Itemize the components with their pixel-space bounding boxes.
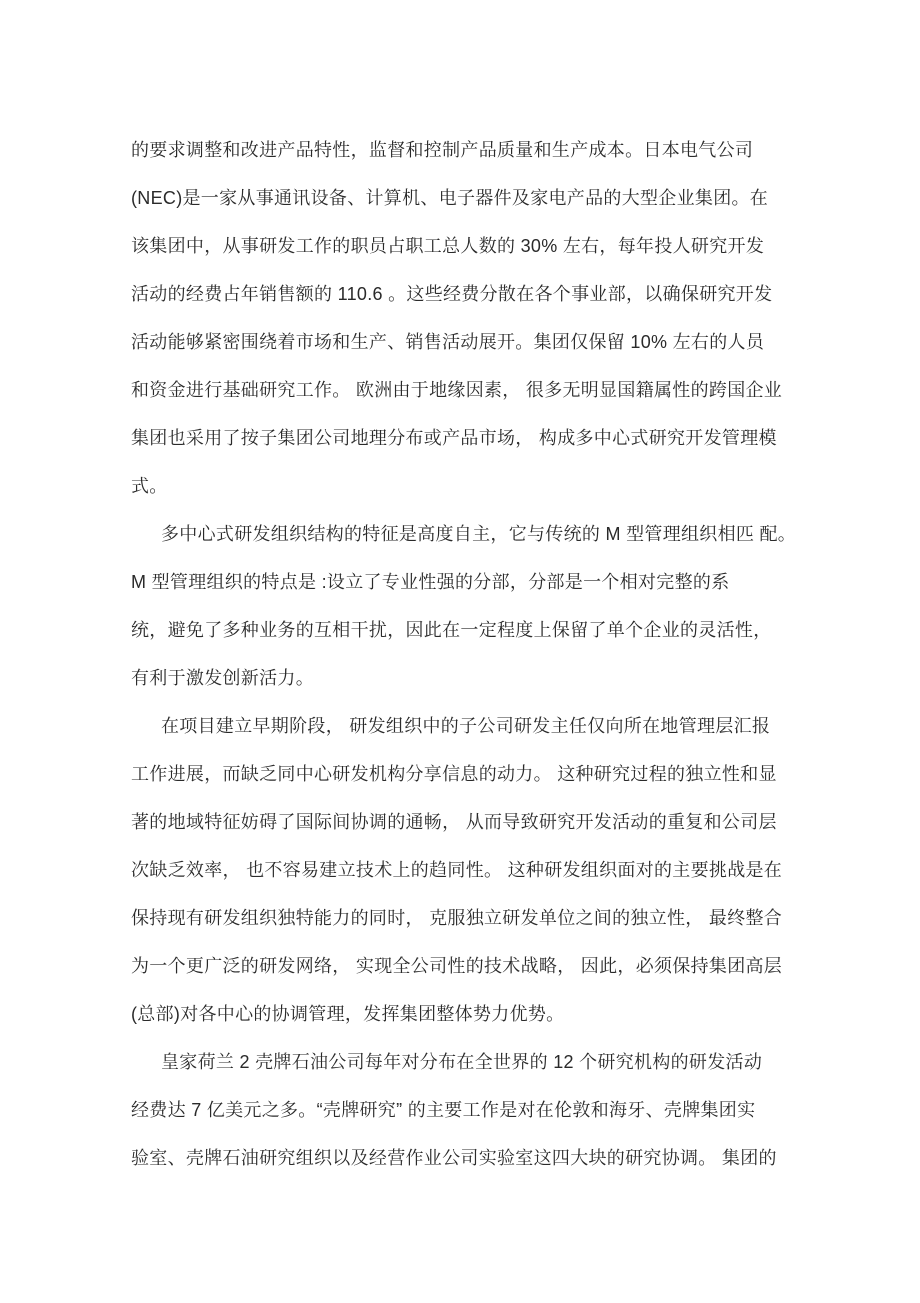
text-line: 著的地域特征妨碍了国际间协调的通畅， 从而导致研究开发活动的重复和公司层 — [131, 812, 777, 832]
text-line: 工作进展，而缺乏同中心研发机构分享信息的动力。 这种研究过程的独立性和显 — [131, 764, 777, 784]
text-line: 经费达 7 亿美元之多。“壳牌研究” 的主要工作是对在伦敦和海牙、壳牌集团实 — [131, 1100, 756, 1120]
text-line: 集团也采用了按子集团公司地理分布或产品市场， 构成多中心式研究开发管理模 — [131, 428, 777, 448]
text-line: 验室、壳牌石油研究组织以及经营作业公司实验室这四大块的研究协调。 集团的 — [131, 1148, 777, 1168]
text-line: (总部)对各中心的协调管理，发挥集团整体势力优势。 — [131, 1004, 565, 1024]
text-line: 和资金进行基础研究工作。 欧洲由于地缘因素， 很多无明显国籍属性的跨国企业 — [131, 380, 783, 400]
text-line: 统，避免了多种业务的互相干扰，因此在一定程度上保留了单个企业的灵活性， — [131, 620, 772, 640]
text-line: 式。 — [131, 476, 168, 496]
text-line: 活动能够紧密围绕着市场和生产、销售活动展开。集团仅保留 10% 左右的人员 — [131, 332, 765, 352]
text-line: 活动的经费占年销售额的 110.6 。这些经费分散在各个事业部，以确保研究开发 — [131, 284, 773, 304]
text-line: 保持现有研发组织独特能力的同时， 克服独立研发单位之间的独立性， 最终整合 — [131, 908, 783, 928]
text-line: (NEC)是一家从事通讯设备、计算机、电子器件及家电产品的大型企业集团。在 — [131, 188, 769, 208]
text-line: 为一个更广泛的研发网络， 实现全公司性的技术战略， 因此，必须保持集团高层 — [131, 956, 783, 976]
text-line-paragraph-start: 在项目建立早期阶段， 研发组织中的子公司研发主任仅向所在地管理层汇报 — [161, 716, 771, 736]
text-line: M 型管理组织的特点是 :设立了专业性强的分部，分部是一个相对完整的系 — [131, 572, 730, 592]
text-line: 该集团中，从事研发工作的职员占职工总人数的 30% 左右，每年投人研究开发 — [131, 236, 765, 256]
text-line-paragraph-start: 皇家荷兰 2 壳牌石油公司每年对分布在全世界的 12 个研究机构的研发活动 — [161, 1052, 763, 1072]
text-line: 次缺乏效率， 也不容易建立技术上的趋同性。 这种研发组织面对的主要挑战是在 — [131, 860, 783, 880]
text-line-paragraph-start: 多中心式研发组织结构的特征是高度自主，它与传统的 M 型管理组织相匹 配。 — [161, 524, 797, 544]
text-line: 有利于激发创新活力。 — [131, 668, 314, 688]
text-line: 的要求调整和改进产品特性，监督和控制产品质量和生产成本。日本电气公司 — [131, 140, 754, 160]
